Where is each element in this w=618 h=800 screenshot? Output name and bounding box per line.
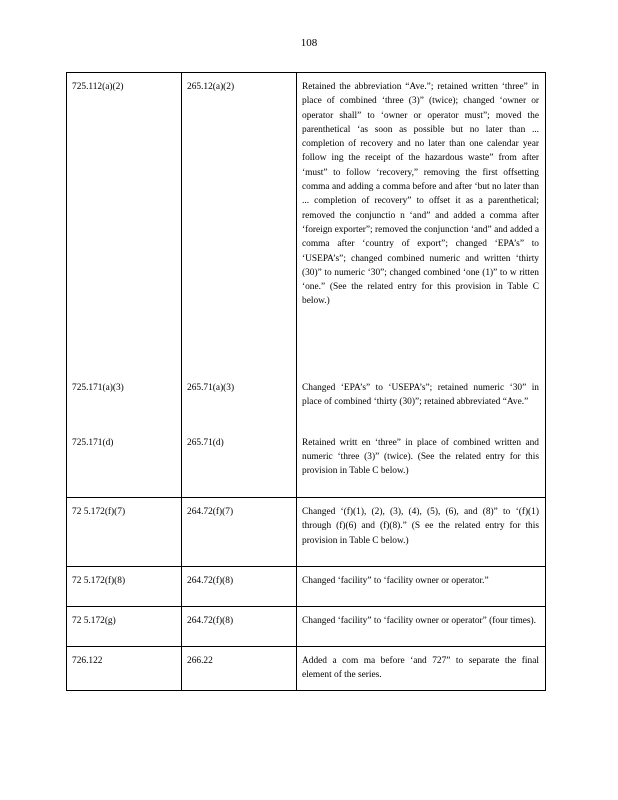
illinois-section-cell: 725.171(d) — [67, 429, 182, 498]
change-description-cell: Changed ‘(f)(1), (2), (3), (4), (5), (6), and (8)” to ‘(f)(1) through (f)(6) and (f)(8).” (S ee the related entry for this provision in Table C below.) — [297, 498, 546, 567]
change-description-cell: Changed ‘facility” to ‘facility owner or operator.” — [297, 567, 546, 607]
change-description-cell: Retained the abbreviation “Ave.”; retained written ‘three” in place of combined ‘three (3)” (twice); changed ‘owner or operator shall” to ‘owner or operator must”; moved the parenthetical ‘as soon as possible but no later than ... completion of recovery and no later than one calendar year follow ing the receipt of the hazardous waste” from after ‘must” to follow ‘recovery,” removing the first offsetting comma and adding a comma before and after ‘but no later than ... completion of recovery” to offset it as a parenthetical; removed the conjunctio n ‘and” and added a comma after ‘foreign exporter”; removed the conjunction ‘and” and added a comma after ‘country of export”; changed ‘EPA’s” to ‘USEPA’s”; changed combined numeric and written ‘thirty (30)” to numeric ‘30”; changed combined ‘one (1)” to w ritten ‘one.” (See the related entry for this provision in Table C below.) — [297, 73, 546, 374]
cross-reference-table — [66, 72, 546, 691]
illinois-section-cell: 725.171(a)(3) — [67, 374, 182, 429]
table-row — [67, 607, 546, 647]
change-description-cell: Changed ‘facility” to ‘facility owner or operator” (four times). — [297, 607, 546, 647]
page-number: 108 — [300, 37, 318, 49]
table-row — [67, 498, 546, 567]
change-description-cell: Retained writt en ‘three” in place of combined written and numeric ‘three (3)” (twice). (See the related entry for this provision in Table C below.) — [297, 429, 546, 498]
table-row — [67, 647, 546, 691]
federal-section-cell: 264.72(f)(7) — [182, 498, 297, 567]
illinois-section-cell: 726.122 — [67, 647, 182, 691]
change-description-cell: Added a com ma before ‘and 727” to separate the final element of the series. — [297, 647, 546, 691]
federal-section-cell: 264.72(f)(8) — [182, 567, 297, 607]
federal-section-cell: 265.12(a)(2) — [182, 73, 297, 374]
illinois-section-cell: 72 5.172(f)(8) — [67, 567, 182, 607]
table-row — [67, 429, 546, 498]
federal-section-cell: 264.72(f)(8) — [182, 607, 297, 647]
table-row — [67, 73, 546, 374]
federal-section-cell: 265.71(a)(3) — [182, 374, 297, 429]
illinois-section-cell: 72 5.172(f)(7) — [67, 498, 182, 567]
illinois-section-cell: 725.112(a)(2) — [67, 73, 182, 374]
federal-section-cell: 265.71(d) — [182, 429, 297, 498]
table-row — [67, 374, 546, 429]
change-description-cell: Changed ‘EPA’s” to ‘USEPA’s”; retained numeric ‘30” in place of combined ‘thirty (30)”; retained abbreviated “Ave.” — [297, 374, 546, 429]
illinois-section-cell: 72 5.172(g) — [67, 607, 182, 647]
table-row — [67, 567, 546, 607]
federal-section-cell: 266.22 — [182, 647, 297, 691]
